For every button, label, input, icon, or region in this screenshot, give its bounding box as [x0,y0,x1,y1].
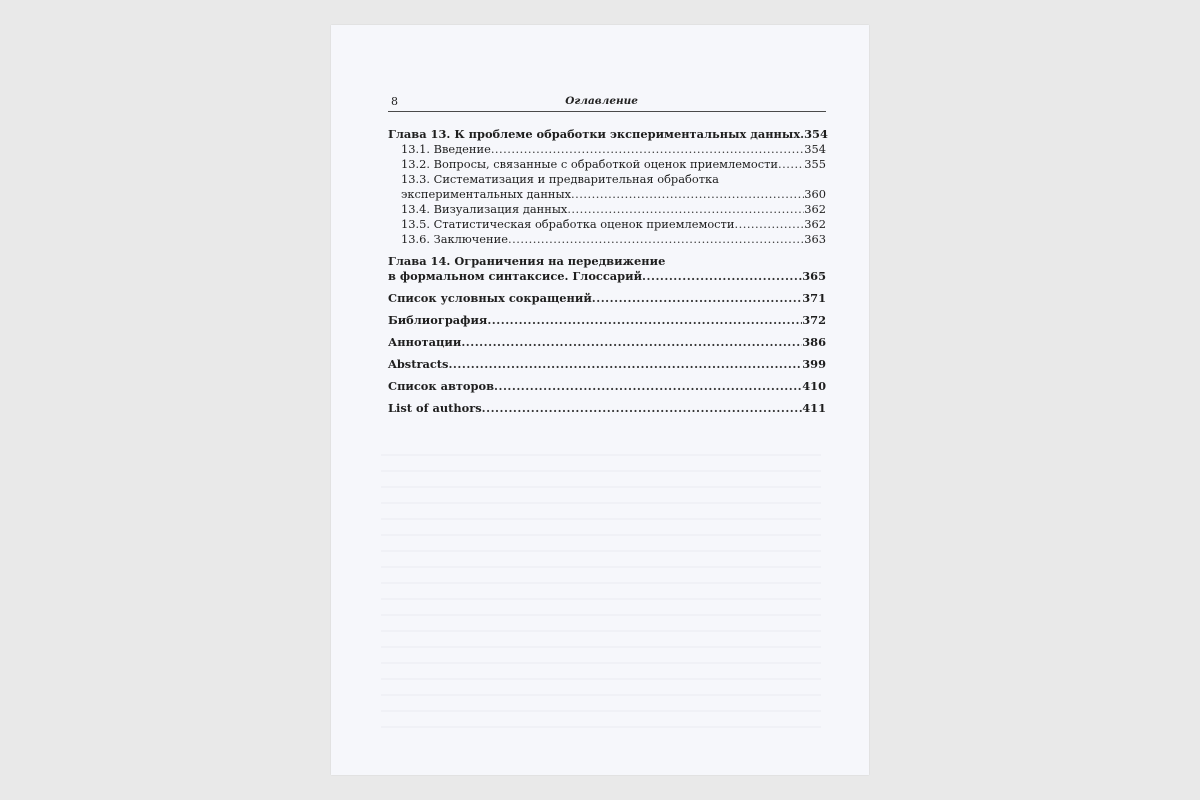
toc-entry-13-1[interactable] [388,142,826,157]
leader-dots [494,379,802,394]
toc-title: Список условных сокращений [388,291,592,305]
leader-dots [592,291,802,306]
table-of-contents [388,127,826,416]
toc-page: 363 [804,232,826,246]
toc-entry-abstracts[interactable] [388,357,826,372]
toc-page: 410 [802,379,826,393]
toc-entry-13-5[interactable] [388,217,826,232]
toc-title-line-2: в формальном синтаксисе. Глоссарий [388,269,643,283]
toc-title: Библиография [388,313,488,327]
toc-page: 360 [804,187,826,201]
toc-title: 13.5. Статистическая обработка оценок приемлемости [401,217,735,231]
toc-title: 13.6. Заключение [401,232,508,246]
toc-page: 386 [802,335,826,349]
toc-page: 362 [804,202,826,216]
toc-page: 355 [804,157,826,171]
toc-entry-13-3[interactable] [388,172,826,202]
toc-entry-annotations[interactable] [388,335,826,350]
leader-dots [491,142,804,157]
toc-title-line-2: экспериментальных данных [401,187,571,201]
running-title: Оглавление [565,95,638,107]
toc-title-line-1: Глава 14. Ограничения на передвижение [388,254,666,268]
leader-dots [482,401,803,416]
toc-title: 13.2. Вопросы, связанные с обработкой оценок приемлемости [401,157,779,171]
leader-dots [487,313,802,328]
toc-title: Abstracts [388,357,449,371]
leader-dots [571,187,804,202]
toc-page: 371 [802,291,826,305]
toc-page: 362 [804,217,826,231]
show-through-text [381,440,821,740]
toc-entry-13-4[interactable] [388,202,826,217]
book-page [331,25,869,775]
toc-page: 354 [804,142,826,156]
toc-title-line-1: 13.3. Систематизация и предварительная обработка [401,172,719,186]
toc-title: 13.1. Введение [401,142,491,156]
toc-page: 399 [802,357,826,371]
toc-title: Аннотации [388,335,462,349]
toc-entry-13-6[interactable] [388,232,826,247]
page-number: 8 [391,95,398,108]
leader-dots [642,269,802,284]
leader-dots [448,357,802,372]
toc-entry-13-2[interactable] [388,157,826,172]
toc-title: 13.4. Визуализация данных [401,202,568,216]
toc-entry-authors-en[interactable] [388,401,826,416]
toc-title: Глава 13. К проблеме обработки экспериментальных данных [388,127,801,141]
toc-title: List of authors [388,401,482,415]
toc-entry-authors-ru[interactable] [388,379,826,394]
toc-entry-chapter-14[interactable] [388,254,826,284]
toc-page: 354 [804,127,828,141]
leader-dots [461,335,802,350]
toc-page: 411 [802,401,826,415]
page-header [388,95,826,112]
toc-page: 372 [802,313,826,327]
toc-title: Список авторов [388,379,495,393]
toc-page: 365 [802,269,826,283]
toc-entry-abbreviations[interactable] [388,291,826,306]
leader-dots [734,217,804,232]
leader-dots [778,157,804,172]
leader-dots [508,232,804,247]
toc-entry-chapter-13[interactable] [388,127,826,142]
leader-dots [567,202,804,217]
toc-entry-bibliography[interactable] [388,313,826,328]
